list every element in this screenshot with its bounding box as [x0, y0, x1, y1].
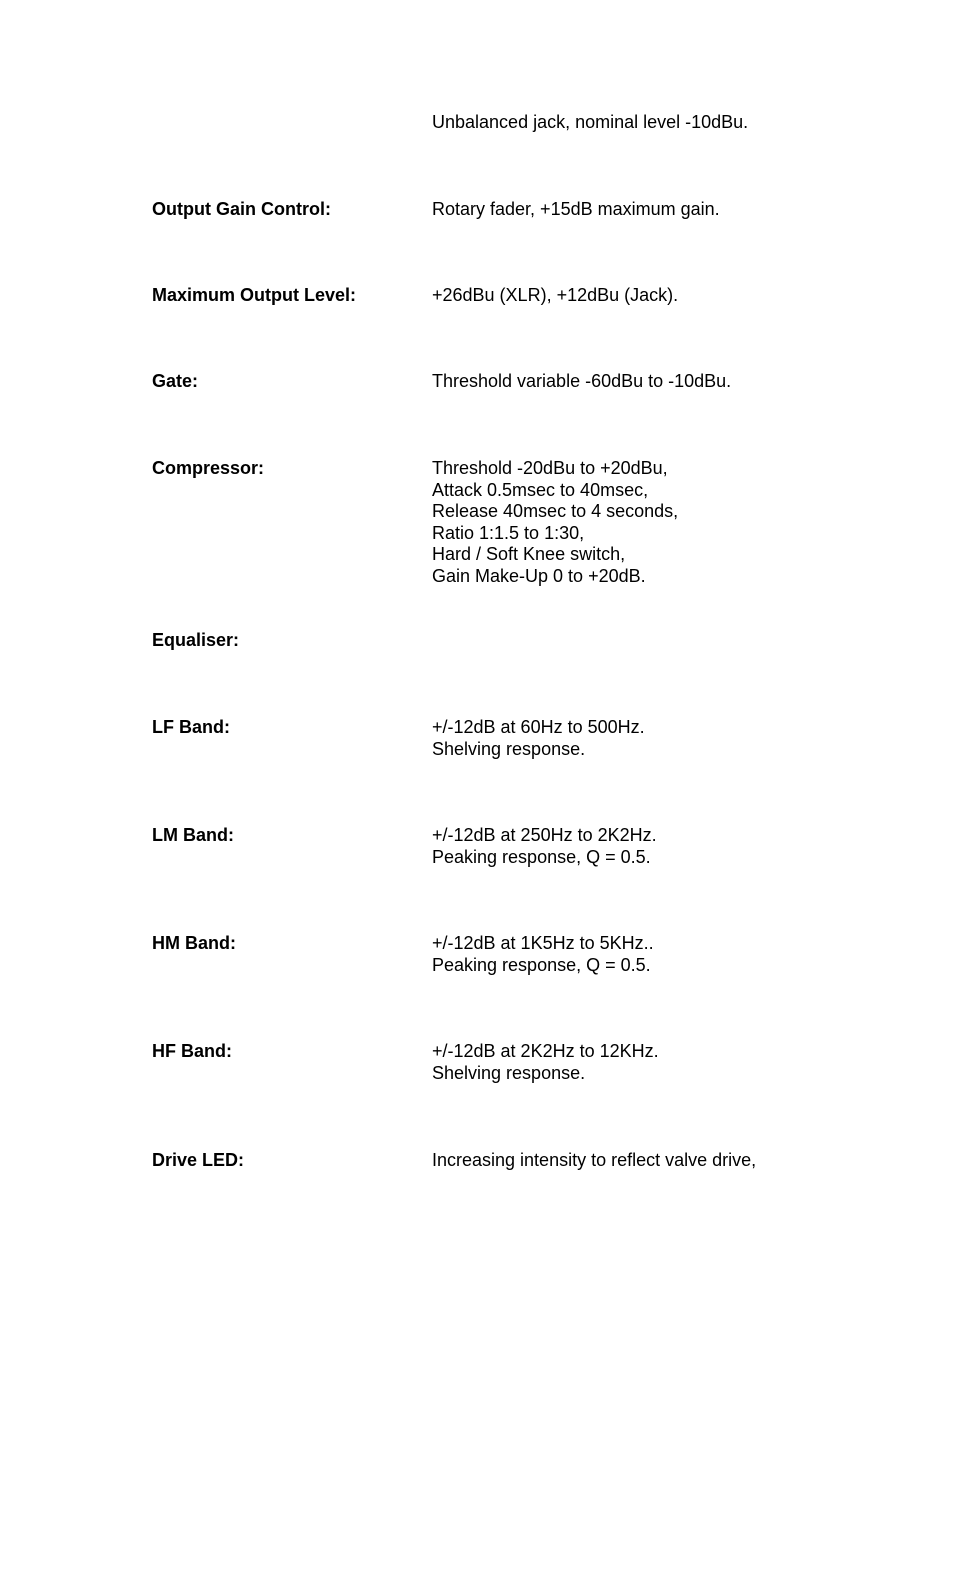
spec-value-line: Release 40msec to 4 seconds,: [432, 501, 679, 521]
spec-value: [432, 1041, 659, 1084]
spec-value: [432, 458, 678, 587]
spec-label: LM Band:: [152, 825, 234, 845]
spec-value-line: Gain Make-Up 0 to +20dB.: [432, 565, 646, 586]
spec-value-line: Hard / Soft Knee switch,: [432, 544, 626, 564]
spec-value-line: Unbalanced jack, nominal level -10dBu.: [432, 112, 749, 132]
spec-label: Gate:: [152, 371, 199, 391]
spec-value-line: +/-12dB at 1K5Hz to 5KHz..: [432, 933, 654, 953]
spec-value: [432, 371, 731, 393]
spec-label: HM Band:: [152, 933, 236, 953]
spec-label: Maximum Output Level:: [152, 285, 357, 305]
spec-value-line: +26dBu (XLR), +12dBu (Jack).: [432, 285, 679, 305]
spec-value-line: Threshold variable -60dBu to -10dBu.: [432, 371, 732, 391]
spec-value: [432, 825, 657, 868]
spec-value-line: Peaking response, Q = 0.5.: [432, 846, 651, 867]
spec-value: [432, 717, 645, 760]
spec-value-line: Attack 0.5msec to 40msec,: [432, 479, 649, 500]
spec-value-line: Threshold -20dBu to +20dBu,: [432, 458, 668, 478]
spec-label: Equaliser:: [152, 630, 240, 650]
spec-value: [432, 199, 720, 221]
spec-label: Output Gain Control:: [152, 199, 331, 219]
spec-value-line: Shelving response.: [432, 738, 586, 759]
spec-value: [432, 285, 678, 307]
spec-value-line: Peaking response, Q = 0.5.: [432, 954, 651, 975]
spec-label: LF Band:: [152, 717, 230, 737]
spec-value-line: +/-12dB at 250Hz to 2K2Hz.: [432, 825, 657, 845]
spec-value-line: Increasing intensity to reflect valve drive,: [432, 1150, 757, 1170]
spec-value-line: +/-12dB at 2K2Hz to 12KHz.: [432, 1041, 659, 1061]
spec-value-line: Ratio 1:1.5 to 1:30,: [432, 522, 585, 543]
spec-value-line: Shelving response.: [432, 1062, 586, 1083]
spec-value: [432, 112, 748, 134]
spec-value: [432, 1150, 756, 1172]
spec-label: Compressor:: [152, 458, 265, 478]
spec-label: Drive LED:: [152, 1150, 245, 1170]
spec-value-line: +/-12dB at 60Hz to 500Hz.: [432, 717, 645, 737]
spec-label: HF Band:: [152, 1041, 232, 1061]
spec-value-line: Rotary fader, +15dB maximum gain.: [432, 199, 720, 219]
spec-value: [432, 933, 654, 976]
